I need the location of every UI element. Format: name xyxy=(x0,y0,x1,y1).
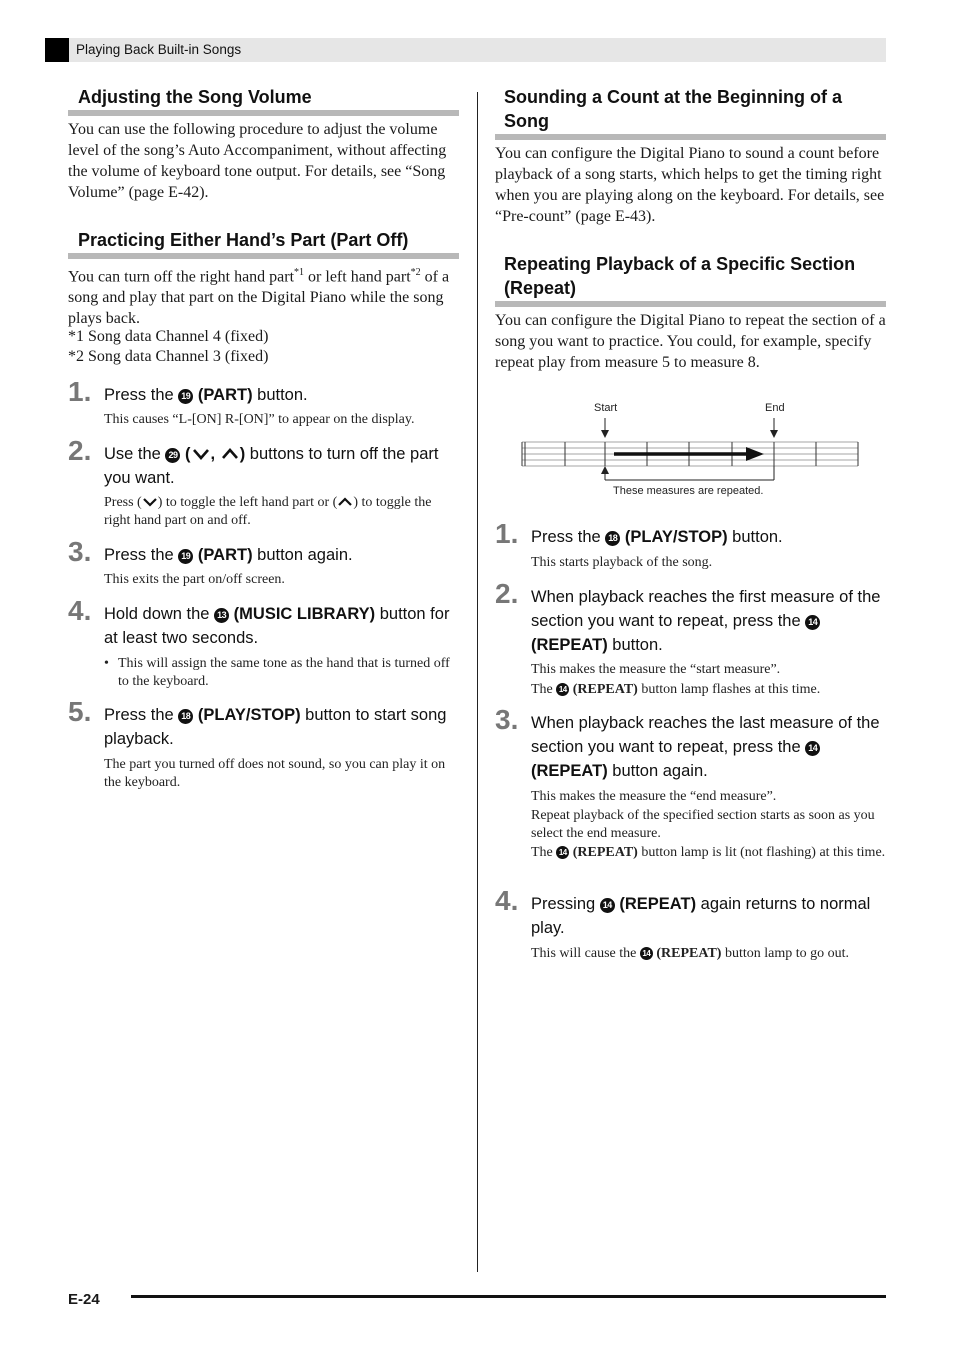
text-run: button lamp flashes at this time. xyxy=(637,682,821,697)
text-run: button lamp is lit (not flashing) at this time. xyxy=(637,845,886,860)
footer-rule xyxy=(131,1295,886,1298)
text-run: button. xyxy=(607,636,663,654)
end-label: End xyxy=(765,402,785,414)
heading-part-off: Practicing Either Hand’s Part (Part Off) xyxy=(78,230,409,250)
text-run: button to start song playback. xyxy=(104,706,447,748)
diagram-caption: These measures are repeated. xyxy=(613,485,764,497)
footnote-ref: *1 xyxy=(294,267,305,278)
heading-rule xyxy=(68,253,459,259)
text-run: again returns to normal play. xyxy=(531,895,871,937)
step-instruction xyxy=(104,703,460,751)
text-run: ) to toggle the left hand part or ( xyxy=(157,495,338,510)
button-name: (REPEAT) xyxy=(572,682,638,697)
bullet-marker: • xyxy=(104,656,109,671)
text-run: This will cause the xyxy=(531,946,640,961)
text-run: or left hand part xyxy=(304,268,411,286)
text-run: button again. xyxy=(252,546,353,564)
text-run: Press the xyxy=(531,528,606,546)
footnote-ref: *2 xyxy=(410,267,421,278)
chevron-down-icon xyxy=(191,447,211,461)
button-number-badge: 14 xyxy=(556,846,569,859)
step-instruction xyxy=(531,525,887,549)
button-name: , xyxy=(210,445,220,463)
button-name: (REPEAT) xyxy=(619,895,697,913)
step-number: 1. xyxy=(495,518,519,549)
page-header-title: Playing Back Built-in Songs xyxy=(76,42,242,57)
step-instruction xyxy=(531,585,887,657)
button-number-badge: 19 xyxy=(178,389,193,404)
text-run: The xyxy=(531,845,557,860)
text-run: Pressing xyxy=(531,895,600,913)
button-name: (PART) xyxy=(197,546,253,564)
text-run: You can turn off the right hand part xyxy=(68,268,295,286)
step-note: This starts playback of the song. xyxy=(531,555,713,570)
text-run: When playback reaches the last measure of the section you want to repeat, press the xyxy=(531,714,880,756)
step-number: 2. xyxy=(68,435,92,466)
heading-rule xyxy=(495,134,886,140)
button-name: (REPEAT) xyxy=(572,845,638,860)
button-number-badge: 14 xyxy=(600,898,615,913)
repeat-diagram xyxy=(520,400,860,500)
text-run: of a song and play that part on the Digital Piano while the song plays back. xyxy=(68,268,450,328)
button-number-badge: 14 xyxy=(556,683,569,696)
step-number: 2. xyxy=(495,578,519,609)
footnote-1: *1 Song data Channel 4 (fixed) xyxy=(68,328,269,345)
step-number: 4. xyxy=(68,595,92,626)
text-run: When playback reaches the first measure of the section you want to repeat, press the xyxy=(531,588,881,630)
text-run: buttons to turn off the part you want. xyxy=(104,445,439,487)
text-run: The xyxy=(531,682,557,697)
step-instruction xyxy=(104,383,460,407)
step-number: 3. xyxy=(68,536,92,567)
start-label: Start xyxy=(594,402,618,414)
column-divider xyxy=(477,92,478,1272)
step-note: This causes “L-[ON] R-[ON]” to appear on the display. xyxy=(104,412,415,427)
button-number-badge: 14 xyxy=(805,741,820,756)
step-note xyxy=(104,494,460,530)
text-run: button. xyxy=(727,528,783,546)
part-off-text xyxy=(68,262,460,329)
heading-song-volume: Adjusting the Song Volume xyxy=(78,87,312,107)
text-run: button lamp to go out. xyxy=(721,946,850,961)
repeat-text: You can configure the Digital Piano to repeat the section of a song you want to practice. You could, for example, specify repeat play from measure 5 to measure 8. xyxy=(495,312,886,371)
text-run: button for at least two seconds. xyxy=(104,605,450,647)
pre-count-text: You can configure the Digital Piano to sound a count before playback of a song starts, which helps to get the timing right when you are playing along on the keyboard. For details, see “Pre-count” (page E-43). xyxy=(495,145,885,225)
button-number-badge: 19 xyxy=(178,549,193,564)
button-number-badge: 13 xyxy=(214,608,229,623)
step-instruction xyxy=(104,442,460,490)
step-note: The part you turned off does not sound, so you can play it on the keyboard. xyxy=(104,757,446,790)
text-run: button again. xyxy=(607,762,708,780)
step-note xyxy=(531,844,887,862)
step-note: This exits the part on/off screen. xyxy=(104,572,285,587)
text-run: Press the xyxy=(104,706,179,724)
button-name: ( xyxy=(185,445,191,463)
button-name: (PLAY/STOP) xyxy=(624,528,728,546)
chevron-up-icon xyxy=(337,496,353,508)
button-name: (PLAY/STOP) xyxy=(197,706,301,724)
text-run: Press the xyxy=(104,546,179,564)
text-run: button. xyxy=(252,386,308,404)
button-name: (REPEAT) xyxy=(531,762,608,780)
step-instruction xyxy=(104,543,460,567)
text-run: ) to toggle the right hand part on and off. xyxy=(104,495,432,528)
step-instruction xyxy=(104,602,460,650)
heading-rule xyxy=(495,301,886,307)
heading-repeat: Repeating Playback of a Specific Section (Repeat) xyxy=(504,254,856,298)
step-note: Repeat playback of the specified section starts as soon as you select the end measure. xyxy=(531,808,875,841)
button-name: (REPEAT) xyxy=(656,946,722,961)
button-name: (MUSIC LIBRARY) xyxy=(233,605,376,623)
button-name: ) xyxy=(239,445,246,463)
text-run: Hold down the xyxy=(104,605,215,623)
button-number-badge: 29 xyxy=(165,448,180,463)
button-number-badge: 18 xyxy=(178,709,193,724)
heading-rule xyxy=(68,110,459,116)
chevron-up-icon xyxy=(220,447,240,461)
footnote-2: *2 Song data Channel 3 (fixed) xyxy=(68,348,269,365)
text-run: Use the xyxy=(104,445,166,463)
song-volume-text: You can use the following procedure to adjust the volume level of the song’s Auto Accompaniment, without affecting the volume of keyboard tone output. For details, see “Song Volume” (page E-42). xyxy=(68,121,447,201)
text-run: Press ( xyxy=(104,495,142,510)
step-note: This makes the measure the “end measure”. xyxy=(531,789,777,804)
button-name: (PART) xyxy=(197,386,253,404)
step-number: 3. xyxy=(495,704,519,735)
button-number-badge: 14 xyxy=(805,615,820,630)
step-note xyxy=(531,681,887,699)
text-run: Press the xyxy=(104,386,179,404)
step-note xyxy=(531,945,889,963)
button-name: (REPEAT) xyxy=(531,636,608,654)
heading-pre-count: Sounding a Count at the Beginning of a Song xyxy=(504,87,842,131)
header-marker xyxy=(45,38,69,62)
step-instruction xyxy=(531,892,887,940)
button-number-badge: 14 xyxy=(640,947,653,960)
step-number: 5. xyxy=(68,696,92,727)
page-number: E-24 xyxy=(68,1291,100,1308)
step-number: 4. xyxy=(495,885,519,916)
chevron-down-icon xyxy=(142,496,158,508)
button-number-badge: 18 xyxy=(605,531,620,546)
step-note: This makes the measure the “start measure”. xyxy=(531,662,781,677)
step-number: 1. xyxy=(68,376,92,407)
step-instruction xyxy=(531,711,887,783)
step-note: This will assign the same tone as the hand that is turned off to the keyboard. xyxy=(118,656,450,689)
